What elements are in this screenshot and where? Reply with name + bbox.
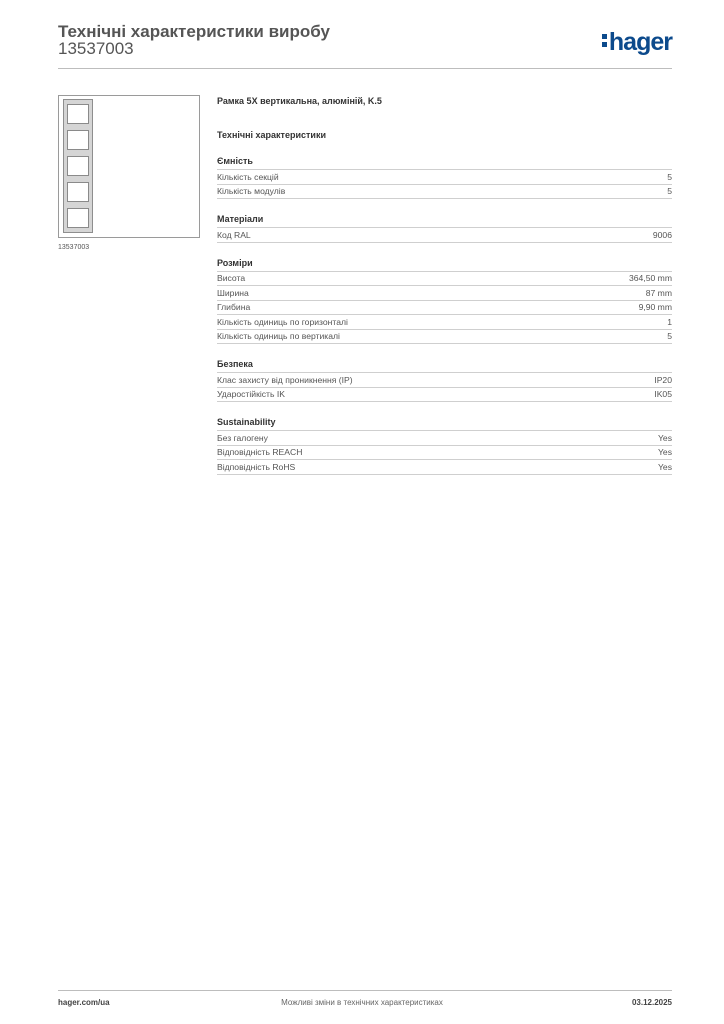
- product-code: 13537003: [58, 39, 134, 58]
- spec-label: Висота: [217, 273, 246, 284]
- page-title: Технічні характеристики виробу: [58, 22, 330, 41]
- spec-label: Ширина: [217, 287, 249, 298]
- spec-value: IP20: [654, 374, 672, 385]
- frame-opening: [67, 156, 89, 176]
- footer-site-link[interactable]: hager.com/ua: [58, 998, 110, 1007]
- spec-row: [217, 373, 672, 388]
- spec-label: Кількість одиниць по горизонталі: [217, 316, 348, 327]
- spec-group-title: Sustainability: [217, 417, 672, 431]
- spec-row: [217, 185, 672, 200]
- spec-group: [217, 258, 672, 345]
- spec-row: [217, 330, 672, 345]
- spec-value: 87 mm: [645, 287, 672, 298]
- spec-row: [217, 431, 672, 446]
- spec-group: [217, 156, 672, 199]
- image-caption: 13537003: [58, 244, 90, 251]
- spec-row: [217, 286, 672, 301]
- frame-opening: [67, 130, 89, 150]
- spec-value: 364,50 mm: [629, 273, 672, 284]
- spec-heading: Технічні характеристики: [217, 130, 326, 140]
- product-image: [58, 95, 200, 238]
- spec-group-title: Безпека: [217, 359, 672, 373]
- spec-value: IK05: [654, 389, 672, 400]
- frame-opening: [67, 104, 89, 124]
- five-gang-vertical-frame-image: [63, 99, 93, 233]
- spec-row: [217, 272, 672, 287]
- spec-label: Глибина: [217, 302, 251, 313]
- spec-row: [217, 301, 672, 316]
- spec-group: [217, 359, 672, 402]
- spec-label: Код RAL: [217, 229, 251, 240]
- spec-group-title: Розміри: [217, 258, 672, 272]
- spec-value: Yes: [657, 461, 672, 472]
- frame-opening: [67, 208, 89, 228]
- spec-row: [217, 228, 672, 243]
- spec-label: Кількість одиниць по вертикалі: [217, 331, 340, 342]
- spec-label: Відповідність REACH: [217, 447, 303, 458]
- spec-value: 9,90 mm: [638, 302, 672, 313]
- footer-note: Можливі зміни в технічних характеристиках: [281, 998, 443, 1007]
- spec-groups: [217, 156, 672, 475]
- spec-value: 5: [667, 331, 672, 342]
- hager-logo[interactable]: [602, 28, 672, 56]
- spec-value: 1: [667, 316, 672, 327]
- spec-group: [217, 417, 672, 475]
- spec-row: [217, 315, 672, 330]
- spec-row: [217, 170, 672, 185]
- footer-date: 03.12.2025: [631, 998, 672, 1007]
- spec-label: Кількість секцій: [217, 171, 279, 182]
- spec-group-title: Матеріали: [217, 214, 672, 228]
- spec-row: [217, 388, 672, 403]
- logo-dots-icon: [602, 32, 608, 48]
- spec-label: Відповідність RoHS: [217, 461, 296, 472]
- spec-group: [217, 214, 672, 243]
- spec-group-title: Ємність: [217, 156, 672, 170]
- spec-label: Ударостійкість IK: [217, 389, 285, 400]
- spec-label: Без галогену: [217, 432, 268, 443]
- spec-label: Клас захисту від проникнення (IP): [217, 374, 353, 385]
- frame-opening: [67, 182, 89, 202]
- product-name: Рамка 5X вертикальна, алюміній, K.5: [217, 96, 382, 106]
- header-divider: [58, 68, 672, 69]
- spec-value: 5: [667, 186, 672, 197]
- logo-text: hager: [608, 28, 672, 56]
- spec-section: [217, 96, 672, 475]
- spec-row: [217, 460, 672, 475]
- spec-label: Кількість модулів: [217, 186, 286, 197]
- spec-value: 5: [667, 171, 672, 182]
- footer-divider: [58, 990, 672, 991]
- spec-value: Yes: [657, 447, 672, 458]
- spec-value: Yes: [657, 432, 672, 443]
- spec-value: 9006: [652, 229, 672, 240]
- spec-row: [217, 446, 672, 461]
